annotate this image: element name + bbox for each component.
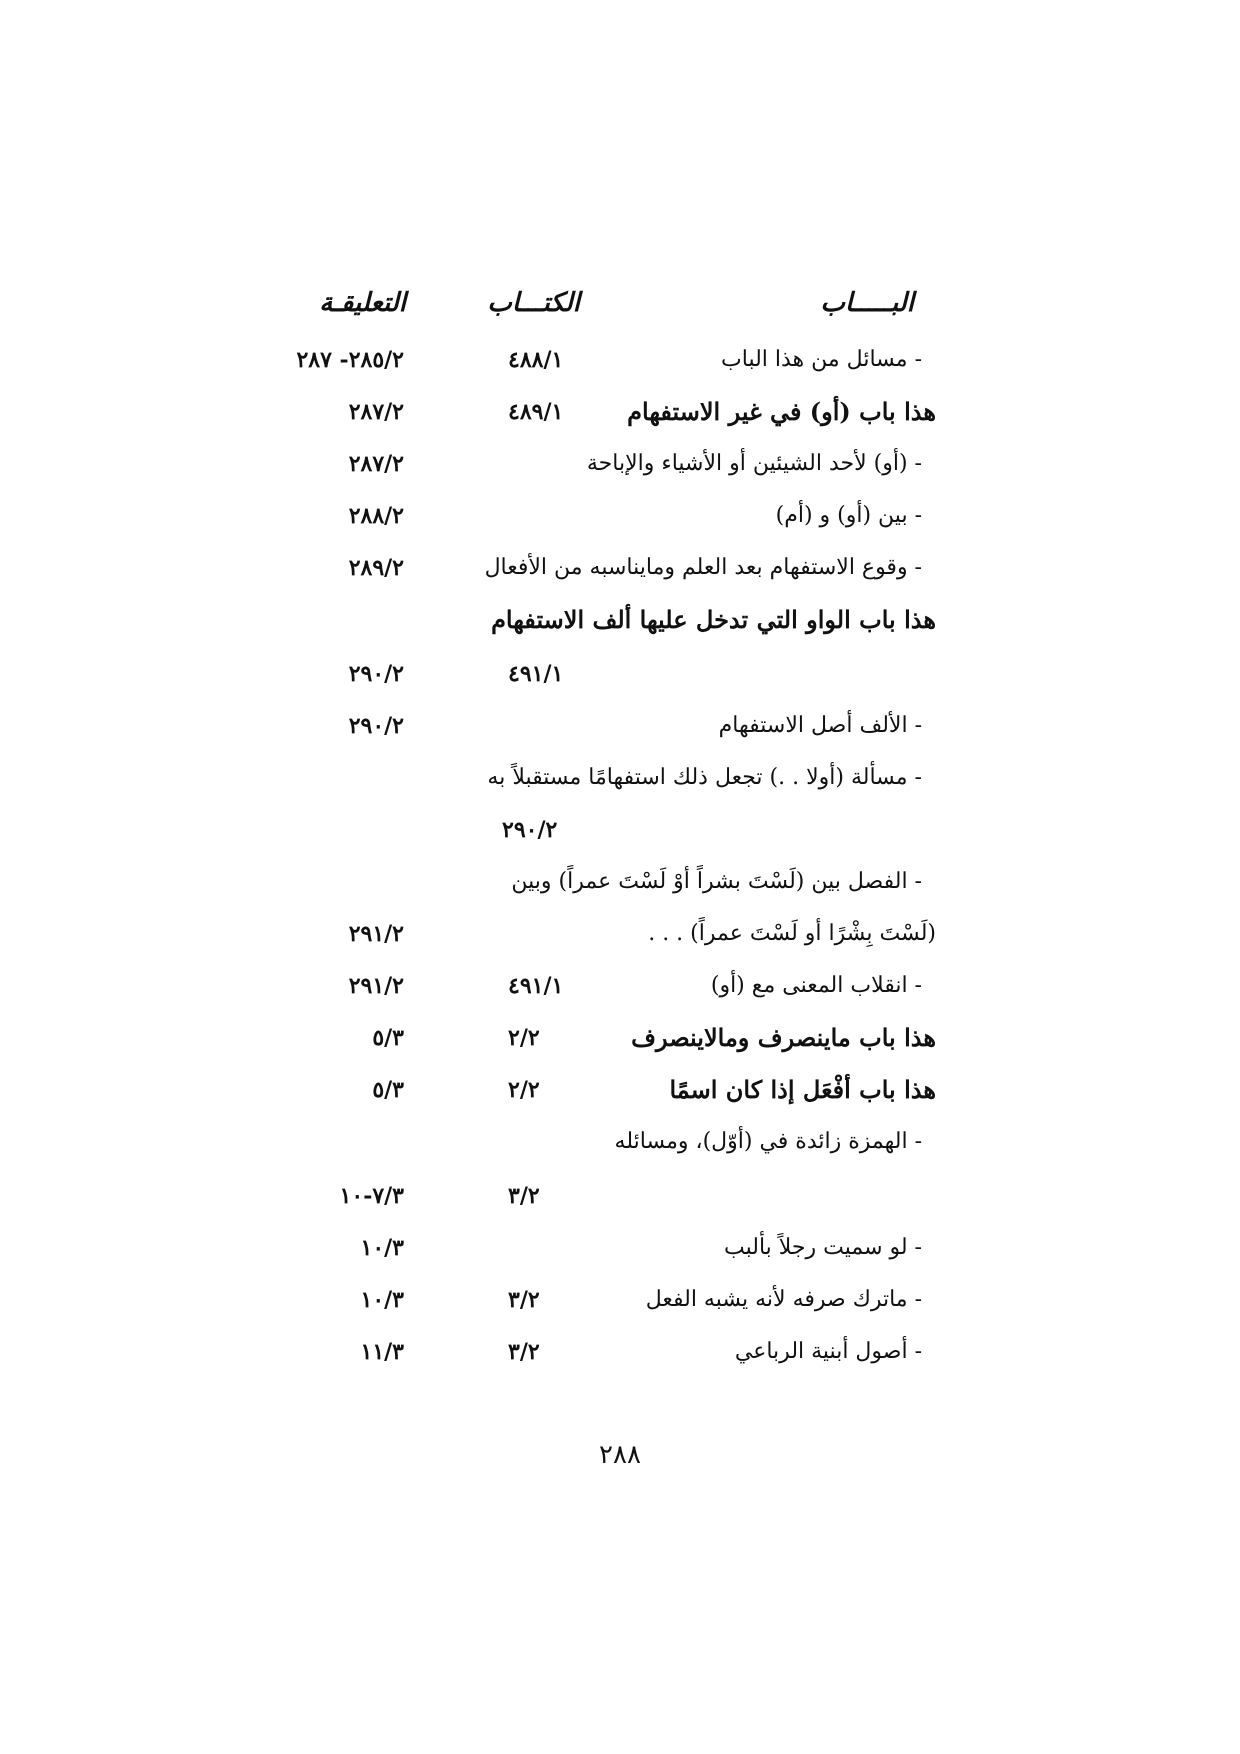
- entry-title: - أصول أبنية الرباعي: [734, 1339, 922, 1364]
- entry-title: هذا باب الواو التي تدخل عليها ألف الاستفهام: [491, 605, 936, 634]
- entry-title: - مسائل من هذا الباب: [721, 347, 922, 372]
- index-row: [0, 1070, 1240, 1110]
- commentary-reference: ٢٨٩/٢: [348, 555, 404, 581]
- header-book: الكتـــاب: [487, 288, 580, 318]
- book-reference: ٢/٢: [508, 1077, 540, 1103]
- book-reference: ٢/٢: [508, 1025, 540, 1051]
- page-number: ٢٨٨: [599, 1440, 641, 1470]
- commentary-reference: ٧/٣-١٠: [339, 1183, 404, 1209]
- index-row: [0, 496, 1240, 536]
- commentary-reference: ٢٨٧/٢: [348, 451, 404, 477]
- book-reference: ٢٩٠/٢: [502, 817, 558, 843]
- index-row: [0, 706, 1240, 746]
- commentary-reference: ٢٨٥/٢- ٢٨٧: [296, 347, 404, 373]
- book-reference: ٤٨٩/١: [508, 399, 564, 425]
- entry-title: - الهمزة زائدة في (أوّل)، ومسائله: [614, 1129, 922, 1154]
- index-row: [0, 862, 1240, 902]
- commentary-reference: ٢٩٠/٢: [348, 661, 404, 687]
- index-row: [0, 654, 1240, 694]
- index-row: [0, 1176, 1240, 1216]
- index-row: [0, 600, 1240, 640]
- commentary-reference: ١١/٣: [360, 1339, 404, 1365]
- entry-title: - لو سميت رجلاً بألبب: [724, 1235, 922, 1260]
- header-commentary: التعليقـة: [319, 288, 406, 318]
- commentary-reference: ٢٨٨/٢: [348, 503, 404, 529]
- commentary-reference: ٢٩١/٢: [348, 921, 404, 947]
- index-row: [0, 966, 1240, 1006]
- commentary-reference: ١٠/٣: [360, 1235, 404, 1261]
- index-row: [0, 340, 1240, 380]
- commentary-reference: ١٠/٣: [360, 1287, 404, 1313]
- index-row: [0, 1280, 1240, 1320]
- index-row: [0, 810, 1240, 850]
- commentary-reference: ٢٩١/٢: [348, 973, 404, 999]
- entry-title: - وقوع الاستفهام بعد العلم ومايناسبه من الأفعال: [484, 555, 922, 580]
- index-row: [0, 392, 1240, 432]
- index-row: [0, 1228, 1240, 1268]
- entry-title: هذا باب أفْعَل إذا كان اسمًا: [669, 1075, 936, 1104]
- entry-title: (لَسْتَ بِشْرًا أو لَسْتَ عمراً) . . .: [648, 921, 936, 946]
- book-reference: ٣/٢: [508, 1183, 540, 1209]
- book-reference: ٤٩١/١: [508, 661, 564, 687]
- entry-title: - انقلاب المعنى مع (أو): [710, 973, 922, 998]
- entry-title: - مسألة (أولا . .) تجعل ذلك استفهامًا مستقبلاً به: [487, 765, 922, 790]
- entry-title: - بين (أو) و (أم): [775, 503, 922, 528]
- index-row: [0, 444, 1240, 484]
- book-reference: ٣/٢: [508, 1339, 540, 1365]
- book-reference: ٤٩١/١: [508, 973, 564, 999]
- index-row: [0, 1122, 1240, 1162]
- index-row: [0, 1332, 1240, 1372]
- index-row: [0, 914, 1240, 954]
- entry-title: - الفصل بين (لَسْتَ بشراً أوْ لَسْتَ عمراً) وبين: [511, 869, 922, 894]
- commentary-reference: ٥/٣: [372, 1025, 404, 1051]
- entry-title: - (أو) لأحد الشيئين أو الأشياء والإباحة: [586, 451, 922, 476]
- entry-title: هذا باب (أو) في غير الاستفهام: [627, 397, 936, 426]
- book-reference: ٣/٢: [508, 1287, 540, 1313]
- index-row: [0, 758, 1240, 798]
- entry-title: - ماترك صرفه لأنه يشبه الفعل: [645, 1287, 922, 1312]
- commentary-reference: ٢٩٠/٢: [348, 713, 404, 739]
- entry-title: هذا باب ماينصرف ومالاينصرف: [631, 1023, 936, 1052]
- commentary-reference: ٥/٣: [372, 1077, 404, 1103]
- commentary-reference: ٢٨٧/٢: [348, 399, 404, 425]
- index-row: [0, 1018, 1240, 1058]
- header-chapter: البـــــاب: [820, 288, 914, 318]
- index-row: [0, 548, 1240, 588]
- book-reference: ٤٨٨/١: [508, 347, 564, 373]
- entry-title: - الألف أصل الاستفهام: [718, 713, 922, 738]
